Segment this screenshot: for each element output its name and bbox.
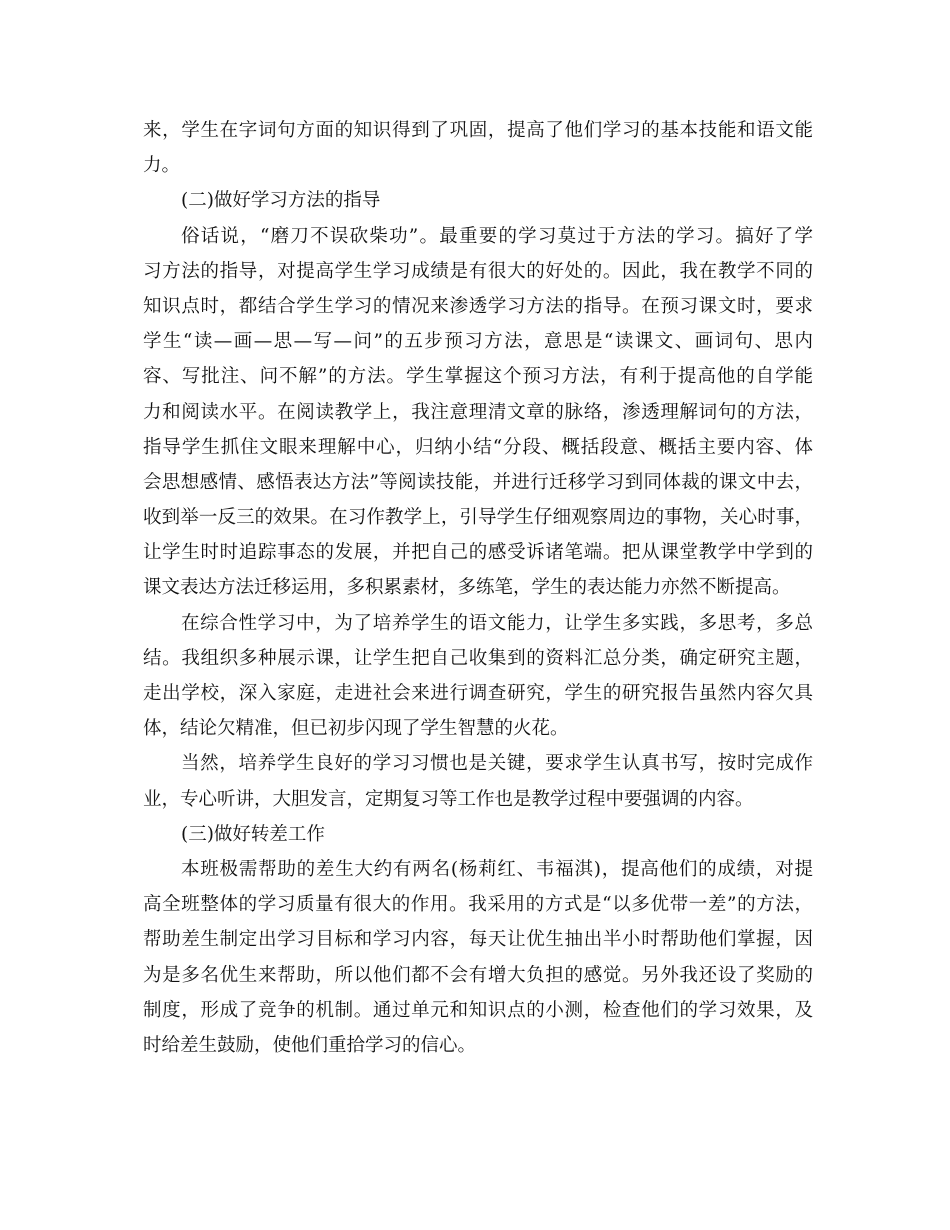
text-line: 体，结论欠精准，但已初步闪现了学生智慧的火花。 xyxy=(143,718,569,740)
text-line: 结。我组织多种展示课，让学生把自己收集到的资料汇总分类，确定研究主题， xyxy=(143,647,813,669)
text-line: 收到举一反三的效果。在习作教学上，引导学生仔细观察周边的事物，关心时事， xyxy=(143,507,813,529)
text-line: 来，学生在字词句方面的知识得到了巩固，提高了他们学习的基本技能和语文能 xyxy=(143,120,813,141)
text-line: (三)做好转差工作 xyxy=(181,823,325,845)
text-line: 学生“读—画—思—写—问”的五步预习方法，意思是“读课文、画词句、思内 xyxy=(143,331,813,353)
text-line: 力。 xyxy=(143,155,181,177)
text-line: 为是多名优生来帮助，所以他们都不会有增大负担的感觉。另外我还设了奖励的 xyxy=(143,964,813,986)
text-line: 俗话说，“磨刀不误砍柴功”。最重要的学习莫过于方法的学习。搞好了学 xyxy=(181,225,813,247)
text-line: 会思想感情、感悟表达方法”等阅读技能，并进行迁移学习到同体裁的课文中去， xyxy=(143,471,813,493)
text-line: 指导学生抓住文眼来理解中心，归纳小结“分段、概括段意、概括主要内容、体 xyxy=(143,436,813,458)
text-line: 在综合性学习中，为了培养学生的语文能力，让学生多实践，多思考，多总 xyxy=(181,612,813,634)
text-line: 让学生时时追踪事态的发展，并把自己的感受诉诸笔端。把从课堂教学中学到的 xyxy=(143,542,813,564)
text-line: 业，专心听讲，大胆发言，定期复习等工作也是教学过程中要强调的内容。 xyxy=(143,788,754,810)
text-line: 帮助差生制定出学习目标和学习内容，每天让优生抽出半小时帮助他们掌握，因 xyxy=(143,929,813,951)
text-line: 本班极需帮助的差生大约有两名(杨莉红、韦福淇)，提高他们的成绩，对提 xyxy=(181,858,813,880)
text-line: 容、写批注、问不解”的方法。学生掌握这个预习方法，有利于提高他的自学能 xyxy=(143,366,813,388)
text-line: (二)做好学习方法的指导 xyxy=(181,190,381,212)
text-line: 习方法的指导，对提高学生学习成绩是有很大的好处的。因此，我在教学不同的 xyxy=(143,260,813,282)
text-line: 走出学校，深入家庭，走进社会来进行调查研究，学生的研究报告虽然内容欠具 xyxy=(143,683,813,704)
text-line: 高全班整体的学习质量有很大的作用。我采用的方式是“以多优带一差”的方法， xyxy=(143,894,813,916)
text-line: 当然，培养学生良好的学习习惯也是关键，要求学生认真书写，按时完成作 xyxy=(181,753,813,775)
text-line: 制度，形成了竞争的机制。通过单元和知识点的小测，检查他们的学习效果，及 xyxy=(143,999,813,1021)
text-line: 时给差生鼓励，使他们重拾学习的信心。 xyxy=(143,1034,477,1056)
document-body xyxy=(143,113,813,1063)
text-line: 力和阅读水平。在阅读教学上，我注意理清文章的脉络，渗透理解词句的方法， xyxy=(143,401,813,423)
text-line: 知识点时，都结合学生学习的情况来渗透学习方法的指导。在预习课文时，要求 xyxy=(143,295,813,317)
text-line: 课文表达方法迁移运用，多积累素材，多练笔，学生的表达能力亦然不断提高。 xyxy=(143,577,791,599)
